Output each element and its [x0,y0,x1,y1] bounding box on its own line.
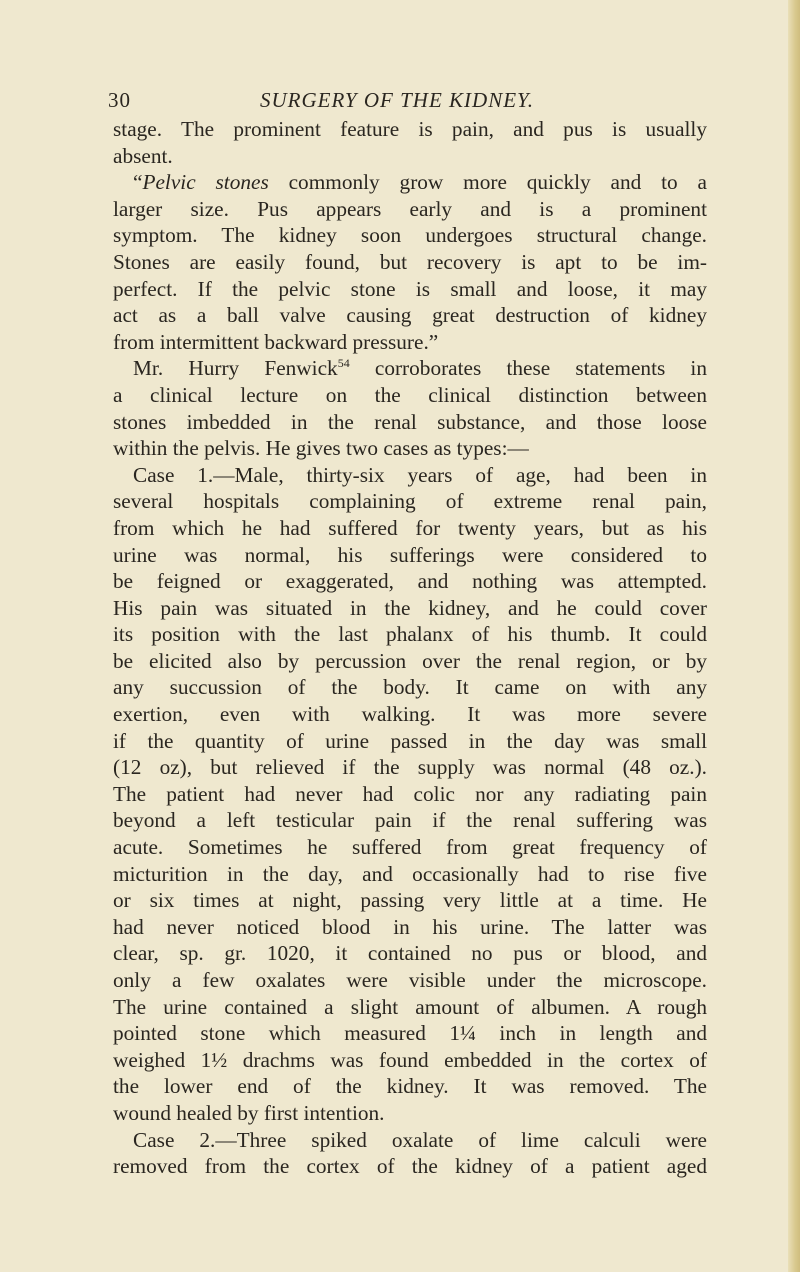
line-text: His pain was situated in the kidney, and he could cover [113,595,707,620]
body-text [113,116,707,1180]
text-line [113,355,707,382]
line-text: clear, sp. gr. 1020, it contained no pus or blood, and [113,941,707,966]
line-text: Stones are easily found, but recovery is apt to be im- [113,249,707,274]
line-text: Mr. Hurry Fenwick [133,356,338,381]
text-line [113,1127,707,1154]
line-text: stage. The prominent feature is pain, and pus is usually [113,117,707,141]
text-line [113,329,707,356]
line-text: larger size. Pus appears early and is a prominent [113,196,707,221]
text-line [113,276,707,303]
text-line [113,542,707,569]
line-text: if the quantity of urine passed in the day was small [113,728,707,753]
line-text: micturition in the day, and occasionally had to rise five [113,861,707,886]
line-text: removed from the cortex of the kidney of a patient aged [113,1154,707,1179]
text-line [113,914,707,941]
text-line [113,807,707,834]
text-line [113,302,707,329]
text-line [113,1153,707,1180]
line-text: wound healed by first intention. [113,1100,385,1125]
line-text: pointed stone which measured 1¼ inch in length and [113,1021,707,1046]
text-line [113,595,707,622]
line-text: from which he had suffered for twenty years, but as his [113,515,707,540]
line-text: Case 1.—Male, thirty-six years of age, had been in [133,462,707,487]
text-line [113,1047,707,1074]
line-text: within the pelvis. He gives two cases as types:— [113,436,529,461]
text-line [113,382,707,409]
text-line [113,754,707,781]
text-line [113,701,707,728]
line-text: commonly grow more quickly and to a [268,170,707,195]
line-text: its position with the last phalanx of his thumb. It could [113,622,707,647]
text-line [113,1100,707,1127]
line-text: acute. Sometimes he suffered from great frequency of [113,835,707,860]
line-text: (12 oz), but relieved if the supply was normal (48 oz.). [113,755,707,780]
line-text: only a few oxalates were visible under the microscope. [113,968,707,992]
text-line [113,435,707,462]
line-text: The patient had never had colic nor any radiating pain [113,781,707,806]
line-text: corroborates these statements in [349,356,707,381]
footnote-ref: 54 [337,356,350,371]
line-text: exertion, even with walking. It was more severe [113,702,707,727]
line-text: be feigned or exaggerated, and nothing was attempted. [113,569,707,594]
line-text: “ [133,170,143,195]
italic-term: Pelvic stones [142,170,269,195]
text-line [113,940,707,967]
line-text: The urine contained a slight amount of albumen. A rough [113,994,707,1019]
text-line [113,116,707,143]
text-line [113,781,707,808]
line-text: had never noticed blood in his urine. The latter was [113,914,707,939]
line-text: Case 2.—Three spiked oxalate of lime calculi were [133,1127,707,1152]
line-text: from intermittent backward pressure.” [113,329,439,354]
line-text: be elicited also by percussion over the renal region, or by [113,648,707,673]
text-line [113,674,707,701]
text-line [113,222,707,249]
line-text: act as a ball valve causing great destruction of kidney [113,303,707,328]
text-line [113,1073,707,1100]
line-text: several hospitals complaining of extreme renal pain, [113,489,707,514]
text-line [113,967,707,994]
line-text: weighed 1½ drachms was found embedded in the cortex of [113,1047,707,1072]
line-text: urine was normal, his sufferings were considered to [113,542,707,567]
text-line [113,834,707,861]
text-line [113,143,707,170]
text-line [113,249,707,276]
page-edge [788,0,800,1272]
line-text: beyond a left testicular pain if the renal suffering was [113,808,707,833]
text-line [113,568,707,595]
text-line [113,169,707,196]
line-text: stones imbedded in the renal substance, and those loose [113,409,707,434]
text-line [113,196,707,223]
line-text: absent. [113,143,173,168]
line-text: the lower end of the kidney. It was removed. The [113,1074,707,1099]
line-text: symptom. The kidney soon undergoes structural change. [113,223,707,248]
text-line [113,462,707,489]
text-line [113,994,707,1021]
text-line [113,409,707,436]
text-line [113,1020,707,1047]
text-line [113,515,707,542]
page-number: 30 [108,88,131,112]
text-line [113,648,707,675]
text-line [113,887,707,914]
text-line [113,621,707,648]
text-line [113,728,707,755]
line-text: or six times at night, passing very little at a time. He [113,888,707,913]
text-line [113,861,707,888]
line-text: any succussion of the body. It came on with any [113,675,707,700]
line-text: a clinical lecture on the clinical distinction between [113,382,707,407]
line-text: perfect. If the pelvic stone is small and loose, it may [113,276,707,301]
text-line [113,488,707,515]
running-title: SURGERY OF THE KIDNEY. [260,88,535,112]
